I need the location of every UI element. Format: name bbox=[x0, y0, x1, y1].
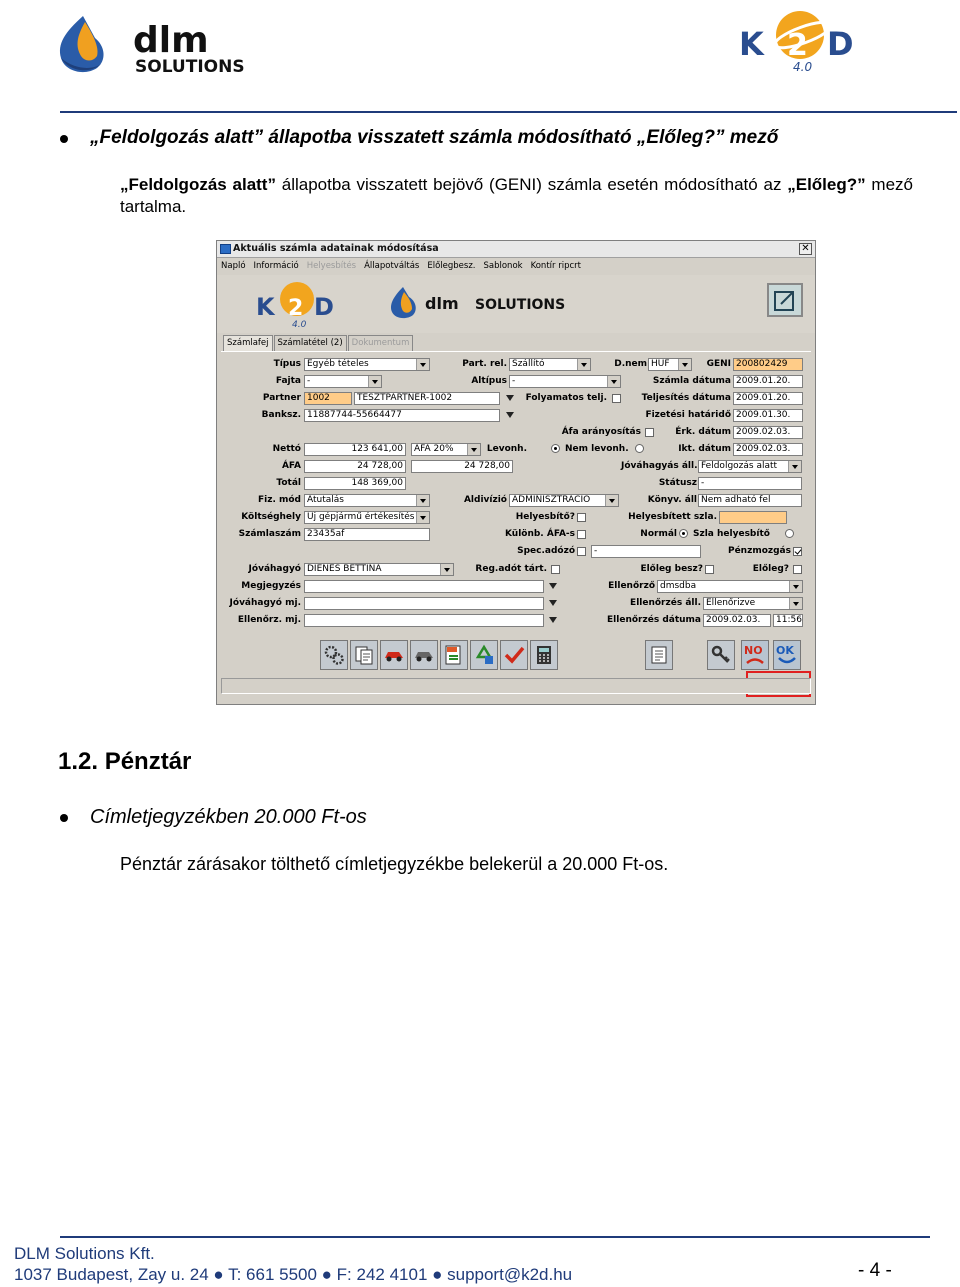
label-geni: GENI bbox=[706, 359, 731, 369]
label-helyesbitett: Helyesbített szla. bbox=[628, 512, 717, 522]
recycle-icon bbox=[473, 644, 495, 666]
jovahagyo-mj-arrow-icon[interactable] bbox=[548, 597, 558, 609]
gears-button[interactable] bbox=[320, 640, 348, 670]
red-car-icon bbox=[383, 644, 405, 666]
eloleg-checkbox[interactable] bbox=[793, 565, 802, 574]
para1-text2: mező tartalma. bbox=[120, 175, 913, 216]
teljesites-field[interactable]: 2009.01.20. bbox=[733, 392, 803, 405]
altipus-select[interactable]: - bbox=[509, 375, 621, 388]
export-button[interactable] bbox=[767, 283, 803, 317]
koltseghely-select[interactable]: Új gépjármű értékesítés bbox=[304, 511, 430, 524]
page-number: - 4 - bbox=[858, 1260, 892, 1281]
label-ellenorzo: Ellenőrző bbox=[608, 581, 655, 591]
konyv-all-field[interactable]: Nem adható fel bbox=[698, 494, 802, 507]
menu-naplo[interactable]: Napló bbox=[221, 261, 246, 271]
k2d-small-logo bbox=[252, 277, 342, 329]
no-button-icon bbox=[742, 642, 768, 668]
penzmozgas-checkbox[interactable] bbox=[793, 547, 802, 556]
label-statusz: Státusz bbox=[658, 478, 697, 488]
tab-szamlafej[interactable]: Számlafej bbox=[223, 335, 273, 351]
fajta-select[interactable]: - bbox=[304, 375, 382, 388]
calculator-button[interactable] bbox=[530, 640, 558, 670]
dnem-select[interactable]: HUF bbox=[648, 358, 692, 371]
tab-strip bbox=[223, 335, 414, 351]
no-button[interactable] bbox=[741, 640, 769, 670]
invoice-edit-window bbox=[216, 240, 816, 705]
window-title: Aktuális számla adatainak módosítása bbox=[233, 243, 439, 254]
label-jovahagyo-mj: Jóváhagyó mj. bbox=[229, 598, 301, 608]
bullet2-title: Címletjegyzékben 20.000 Ft-os bbox=[90, 806, 367, 828]
footer-rule bbox=[60, 1236, 930, 1238]
calculator-icon bbox=[533, 644, 555, 666]
header-rule bbox=[60, 111, 957, 113]
label-dnem: D.nem bbox=[614, 359, 647, 369]
partner-code-field[interactable]: 1002 bbox=[304, 392, 352, 405]
recycle-button[interactable] bbox=[470, 640, 498, 670]
fizmod-select[interactable]: Átutalás bbox=[304, 494, 430, 507]
ado-button[interactable] bbox=[440, 640, 468, 670]
ikt-field[interactable]: 2009.02.03. bbox=[733, 443, 803, 456]
k2d-logo bbox=[735, 5, 865, 75]
label-ikt: Ikt. dátum bbox=[678, 444, 731, 454]
tab-dokumentum[interactable]: Dokumentum bbox=[348, 335, 414, 351]
label-ellenorzes-all: Ellenőrzés áll. bbox=[630, 598, 701, 608]
notes-button[interactable] bbox=[645, 640, 673, 670]
para1-bold2: „Előleg?” bbox=[787, 175, 866, 194]
helyesbitett-field[interactable] bbox=[719, 511, 787, 524]
spec-adozo-checkbox[interactable] bbox=[577, 547, 586, 556]
label-koltseghely: Költséghely bbox=[241, 512, 301, 522]
label-afa: ÁFA bbox=[281, 461, 301, 471]
footer-address: 1037 Budapest, Zay u. 24 ● T: 661 5500 ● F: 242 4101 ● support@k2d.hu bbox=[14, 1265, 573, 1284]
ok-button-icon bbox=[774, 642, 800, 668]
para1-bold1: „Feldolgozás alatt” bbox=[120, 175, 276, 194]
ado-icon bbox=[443, 644, 465, 666]
svg-text:K: K bbox=[256, 293, 275, 321]
kulonb-afa-checkbox[interactable] bbox=[577, 530, 586, 539]
nem-levonh-radio[interactable] bbox=[551, 444, 560, 453]
label-megjegyzes: Megjegyzés bbox=[241, 581, 301, 591]
red-car-button[interactable] bbox=[380, 640, 408, 670]
bullet-dot bbox=[60, 135, 68, 143]
car-button[interactable] bbox=[410, 640, 438, 670]
label-aldivizio: Aldivízió bbox=[463, 495, 507, 505]
svg-text:dlm: dlm bbox=[133, 20, 209, 61]
ellenorzes-datuma-field[interactable]: 2009.02.03. bbox=[703, 614, 771, 627]
menu-helyesbites[interactable]: Helyesbítés bbox=[306, 261, 357, 271]
ellenorzes-all-select[interactable]: Ellenőrizve bbox=[703, 597, 803, 610]
dlm-small-logo bbox=[389, 285, 599, 321]
label-fizmod: Fiz. mód bbox=[257, 495, 301, 505]
label-normal: Normál bbox=[640, 529, 677, 539]
netto-field[interactable]: 123 641,00 bbox=[304, 443, 406, 456]
fizetesi-field[interactable]: 2009.01.30. bbox=[733, 409, 803, 422]
label-ellenorz-mj: Ellenőrz. mj. bbox=[237, 615, 301, 625]
label-netto: Nettó bbox=[272, 444, 301, 454]
szamla-datuma-field[interactable]: 2009.01.20. bbox=[733, 375, 803, 388]
jovahagyo-mj-field[interactable] bbox=[304, 597, 544, 610]
tipus-select[interactable]: Egyéb tételes bbox=[304, 358, 430, 371]
banksz-field[interactable]: 11887744-55664477 bbox=[304, 409, 500, 422]
statusz-field[interactable]: - bbox=[698, 477, 802, 490]
svg-text:SOLUTIONS: SOLUTIONS bbox=[475, 297, 566, 313]
key-icon bbox=[710, 644, 732, 666]
ellenorz-mj-arrow-icon[interactable] bbox=[548, 614, 558, 626]
svg-text:dlm: dlm bbox=[425, 294, 459, 313]
key-button[interactable] bbox=[707, 640, 735, 670]
afa2-field[interactable]: 24 728,00 bbox=[411, 460, 513, 473]
gears-icon bbox=[323, 644, 345, 666]
label-tipus: Típus bbox=[273, 359, 301, 369]
megjegyzes-field[interactable] bbox=[304, 580, 544, 593]
bullet-dot bbox=[60, 814, 68, 822]
geni-field[interactable]: 200802429 bbox=[733, 358, 803, 371]
menu-bar bbox=[217, 259, 815, 274]
label-total: Totál bbox=[276, 478, 301, 488]
szla-helyesbito-radio[interactable] bbox=[785, 529, 794, 538]
label-levonh: Levonh. bbox=[486, 444, 527, 454]
label-banksz: Banksz. bbox=[261, 410, 301, 420]
label-kulonb-afa: Különb. ÁFA-s bbox=[504, 529, 575, 539]
normal-radio[interactable] bbox=[679, 529, 688, 538]
car-icon bbox=[413, 644, 435, 666]
documents-button[interactable] bbox=[350, 640, 378, 670]
erk-field[interactable]: 2009.02.03. bbox=[733, 426, 803, 439]
label-eloleg-besz: Előleg besz? bbox=[640, 564, 703, 574]
label-szamla-datuma: Számla dátuma bbox=[652, 376, 731, 386]
para2: Pénztár zárásakor tölthető címletjegyzékbe belekerül a 20.000 Ft-os. bbox=[120, 854, 669, 874]
szamlaszam-field[interactable]: 23435af bbox=[304, 528, 430, 541]
ellenorzo-select[interactable]: dmsdba bbox=[657, 580, 803, 593]
label-jovahagyo: Jóváhagyó bbox=[248, 564, 301, 574]
svg-text:4.0: 4.0 bbox=[292, 320, 307, 329]
label-nem-levonh: Nem levonh. bbox=[565, 444, 629, 454]
label-fizetesi: Fizetési határidő bbox=[645, 410, 731, 420]
label-penzmozgas: Pénzmozgás bbox=[727, 546, 791, 556]
checkmark-button[interactable] bbox=[500, 640, 528, 670]
banksz-lookup-arrow-icon[interactable] bbox=[505, 409, 515, 421]
label-ellenorzes-datuma: Ellenőrzés dátuma bbox=[607, 615, 701, 625]
label-partrel: Part. rel. bbox=[462, 359, 507, 369]
svg-text:D: D bbox=[827, 25, 854, 63]
window-app-icon bbox=[220, 244, 231, 254]
label-reg-adot: Reg.adót tárt. bbox=[475, 564, 547, 574]
partrel-select[interactable]: Szállító bbox=[509, 358, 591, 371]
afa-field[interactable]: 24 728,00 bbox=[304, 460, 406, 473]
status-bar bbox=[221, 678, 811, 694]
label-jovahagyas-all: Jóváhagyás áll. bbox=[621, 461, 698, 471]
svg-text:2: 2 bbox=[288, 296, 304, 321]
dlm-logo-text: SOLUTIONS bbox=[135, 57, 245, 77]
ellenorz-mj-field[interactable] bbox=[304, 614, 544, 627]
partner-name-field[interactable]: TESZTPARTNER-1002 bbox=[354, 392, 500, 405]
svg-text:2: 2 bbox=[787, 28, 808, 63]
invoice-form bbox=[221, 351, 811, 633]
dlm-solutions-logo bbox=[55, 12, 295, 77]
window-toolbar bbox=[217, 633, 815, 677]
label-teljesites: Teljesítés dátuma bbox=[641, 393, 731, 403]
label-szamlaszam: Számlaszám bbox=[238, 529, 301, 539]
eloleg-besz-checkbox[interactable] bbox=[705, 565, 714, 574]
svg-text:K: K bbox=[739, 25, 764, 63]
label-konyv-all: Könyv. áll bbox=[647, 495, 697, 505]
menu-allapotvaltas[interactable]: Állapotváltás bbox=[364, 261, 420, 271]
svg-text:D: D bbox=[314, 293, 334, 321]
window-titlebar bbox=[217, 241, 815, 258]
svg-text:NO: NO bbox=[744, 644, 763, 657]
label-eloleg: Előleg? bbox=[752, 564, 789, 574]
label-afa-aranyositas: Áfa arányosítás bbox=[561, 427, 641, 437]
afa-rate-select[interactable]: ÁFA 20% bbox=[411, 443, 481, 456]
documents-icon bbox=[353, 644, 375, 666]
ok-button[interactable] bbox=[773, 640, 801, 670]
label-erk: Érk. dátum bbox=[675, 427, 731, 437]
para1 bbox=[120, 174, 913, 218]
notes-icon bbox=[648, 644, 670, 666]
megjegyzes-arrow-icon[interactable] bbox=[548, 580, 558, 592]
footer-company: DLM Solutions Kft. bbox=[14, 1244, 155, 1263]
label-helyesbito: Helyesbítő? bbox=[515, 512, 575, 522]
checkmark-icon bbox=[503, 644, 525, 666]
menu-elolegbesz[interactable]: Előlegbesz. bbox=[427, 261, 476, 271]
label-spec-adozo: Spec.adózó bbox=[517, 546, 575, 556]
reg-adot-checkbox[interactable] bbox=[551, 565, 560, 574]
section-heading: 1.2. Pénztár bbox=[58, 748, 192, 775]
label-szla-helyesbito: Szla helyesbítő bbox=[693, 529, 770, 539]
menu-sablonok[interactable]: Sablonok bbox=[483, 261, 523, 271]
helyesbito-checkbox[interactable] bbox=[577, 513, 586, 522]
menu-kontir[interactable]: Kontír ripcrt bbox=[530, 261, 581, 271]
label-folyamatos: Folyamatos telj. bbox=[525, 393, 607, 403]
jovahagyo-select[interactable]: DIENES BETTINA bbox=[304, 563, 454, 576]
aldivizio-select[interactable]: ADMINISZTRÁCIÓ bbox=[509, 494, 619, 507]
ellenorzes-ido-field[interactable]: 11:56 bbox=[773, 614, 803, 627]
app-banner bbox=[217, 275, 815, 333]
jovahagyas-all-select[interactable]: Feldolgozás alatt bbox=[698, 460, 802, 473]
close-button[interactable]: ✕ bbox=[799, 243, 812, 255]
export-icon bbox=[773, 288, 797, 312]
spec-adozo-field[interactable]: - bbox=[591, 545, 701, 558]
k2d-version: 4.0 bbox=[793, 60, 813, 74]
menu-informacio[interactable]: Információ bbox=[253, 261, 299, 271]
label-fajta: Fajta bbox=[275, 376, 301, 386]
folyamatos-checkbox[interactable] bbox=[612, 394, 621, 403]
tab-szamlatetel[interactable]: Számlatétel (2) bbox=[274, 335, 347, 351]
label-partner: Partner bbox=[262, 393, 301, 403]
label-altipus: Altípus bbox=[471, 376, 507, 386]
para1-text1: állapotba visszatett bejövő (GENI) számla esetén módosítható az bbox=[275, 175, 788, 194]
bullet1-title: „Feldolgozás alatt” állapotba visszatett számla módosítható „Előleg?” mező bbox=[90, 127, 779, 148]
svg-text:OK: OK bbox=[776, 644, 794, 657]
total-field[interactable]: 148 369,00 bbox=[304, 477, 406, 490]
